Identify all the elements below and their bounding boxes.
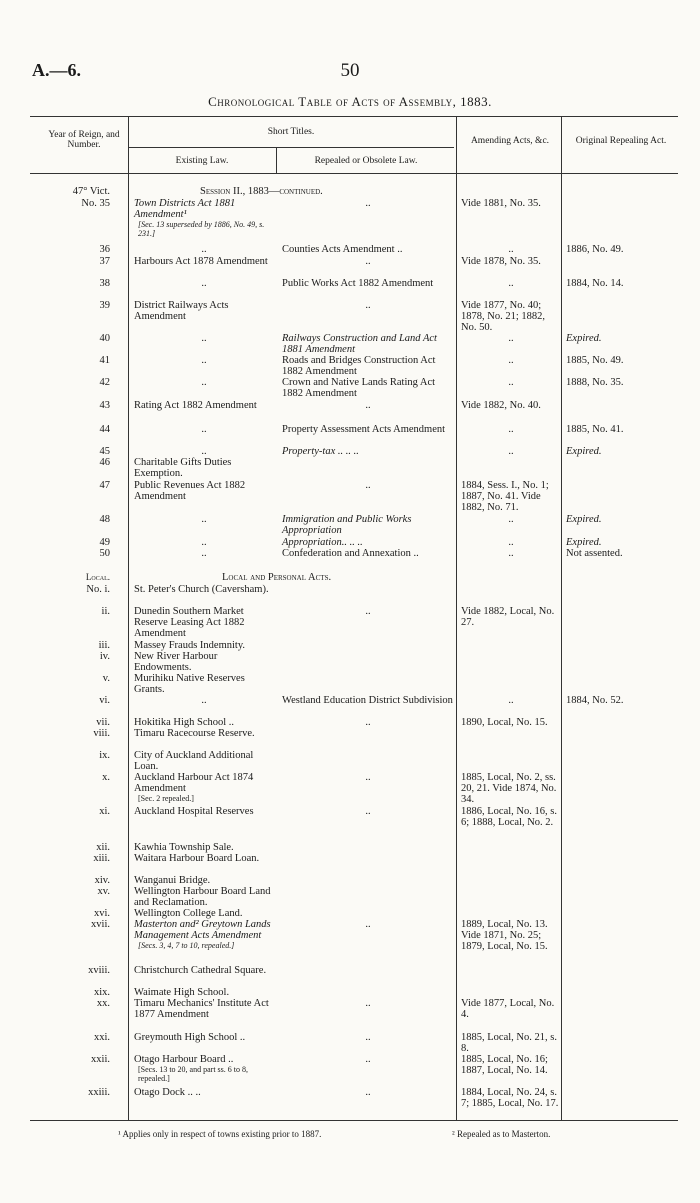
repealed-law: Public Works Act 1882 Amendment <box>282 278 434 289</box>
row-number: 48 <box>99 514 110 525</box>
row-number: xix. <box>93 987 110 998</box>
row-number: xv. <box>97 886 110 897</box>
original-repealing-act: 1888, No. 35. <box>566 377 624 388</box>
existing-law: District Railways Acts Amendment <box>134 300 229 322</box>
amending-acts: Vide 1877, Local, No. 4. <box>461 998 555 1020</box>
existing-law: .. <box>201 446 207 457</box>
repealed-law: .. <box>365 717 371 728</box>
row-number: iii. <box>98 640 110 651</box>
amending-acts: .. <box>508 695 514 706</box>
amending-acts: 1885, Local, No. 21, s. 8. <box>461 1032 557 1054</box>
existing-law: Wanganui Bridge. <box>134 875 211 886</box>
existing-law-note: [Secs. 3, 4, 7 to 10, repealed.] <box>138 941 235 950</box>
original-repealing-act: 1885, No. 49. <box>566 355 624 366</box>
original-repealing-act: Expired. <box>566 514 602 525</box>
row-number: x. <box>102 772 110 783</box>
repealed-law: .. <box>365 480 371 491</box>
existing-law: Otago Harbour Board .. [Secs. 13 to 20, and part ss. 6 to 8, repealed.] <box>134 1054 274 1083</box>
row-number: No. i. <box>86 584 110 595</box>
row-number: 36 <box>99 244 110 255</box>
document-code: A.—6. <box>32 60 81 80</box>
original-repealing-act: Expired. <box>566 537 602 548</box>
amending-acts: Vide 1878, No. 35. <box>461 256 541 267</box>
existing-law: Kawhia Township Sale. <box>134 842 234 853</box>
row-number: xii. <box>96 842 110 853</box>
existing-law: Harbours Act 1878 Amendment <box>134 256 268 267</box>
existing-law: Waimate High School. <box>134 987 230 998</box>
col-rule-3 <box>456 116 457 1120</box>
existing-law: Otago Dock .. .. <box>134 1087 201 1098</box>
repealed-law: Property Assessment Acts Amendment <box>282 424 446 435</box>
row-number: 47° Vict. <box>72 186 110 197</box>
row-number: xxii. <box>91 1054 110 1065</box>
repealed-law: .. <box>365 806 371 817</box>
row-number: v. <box>102 673 110 684</box>
session-heading: Session II., 1883—continued. <box>200 186 323 197</box>
existing-law: Public Revenues Act 1882 Amendment <box>134 480 246 502</box>
local-heading: Local and Personal Acts. <box>222 572 332 583</box>
existing-law: Masterton and² Greytown Lands Management Acts Amendment [Secs. 3, 4, 7 to 10, repealed.] <box>134 919 274 950</box>
repealed-law: .. <box>365 198 371 209</box>
repealed-law: Westland Education District Subdivision <box>282 695 453 706</box>
row-number: xviii. <box>88 965 110 976</box>
original-repealing-act: 1884, No. 14. <box>566 278 624 289</box>
repealed-law: Immigration and Public Works Appropriation <box>282 514 412 536</box>
col-rule-1 <box>128 116 129 1120</box>
existing-law-note: [Secs. 13 to 20, and part ss. 6 to 8, repealed.] <box>138 1065 248 1083</box>
row-number: xvii. <box>91 919 110 930</box>
repealed-law: Confederation and Annexation .. <box>282 548 419 559</box>
original-repealing-act: Not assented. <box>566 548 623 559</box>
repealed-law: .. <box>365 1087 371 1098</box>
row-number: xiv. <box>94 875 110 886</box>
amending-acts: 1884, Local, No. 24, s. 7; 1885, Local, No. 17. <box>461 1087 559 1109</box>
existing-law: Timaru Racecourse Reserve. <box>134 728 255 739</box>
original-repealing-act: Expired. <box>566 446 602 457</box>
row-number: 38 <box>99 278 110 289</box>
repealed-law: .. <box>365 772 371 783</box>
amending-acts: Vide 1877, No. 40; 1878, No. 21; 1882, No. 50. <box>461 300 545 333</box>
amending-acts: 1885, Local, No. 16; 1887, Local, No. 14. <box>461 1054 548 1076</box>
col-header-short-titles: Short Titles. <box>267 127 315 137</box>
existing-law: .. <box>201 355 207 366</box>
row-number: 46 <box>99 457 110 468</box>
existing-law: Dunedin Southern Market Reserve Leasing Act 1882 Amendment <box>134 606 245 639</box>
repealed-law: Appropriation.. .. .. <box>282 537 363 548</box>
repealed-law: .. <box>365 256 371 267</box>
existing-law: .. <box>201 244 207 255</box>
amending-acts: .. <box>508 514 514 525</box>
bottom-rule <box>30 1120 678 1121</box>
row-number: 50 <box>99 548 110 559</box>
subheader-rule <box>128 147 454 148</box>
row-number: xx. <box>96 998 110 1009</box>
row-number: 47 <box>99 480 110 491</box>
page-number: 50 <box>340 60 360 81</box>
local-label: Local. <box>85 572 110 582</box>
existing-law: Waitara Harbour Board Loan. <box>134 853 260 864</box>
amending-acts: .. <box>508 377 514 388</box>
existing-law: Charitable Gifts Duties Exemption. <box>134 457 232 479</box>
repealed-law: Crown and Native Lands Rating Act 1882 Amendment <box>282 377 436 399</box>
amending-acts: .. <box>508 548 514 559</box>
repealed-law: .. <box>365 919 371 930</box>
row-number: iv. <box>99 651 110 662</box>
amending-acts: 1889, Local, No. 13. Vide 1871, No. 25; 1879, Local, No. 15. <box>461 919 548 952</box>
existing-law-note: [Sec. 2 repealed.] <box>138 794 194 803</box>
existing-law: Massey Frauds Indemnity. <box>134 640 246 651</box>
existing-law: .. <box>201 514 207 525</box>
existing-law: .. <box>201 424 207 435</box>
repealed-law: Property-tax .. .. .. <box>282 446 359 457</box>
repealed-law: Roads and Bridges Construction Act 1882 Amendment <box>282 355 436 377</box>
existing-law: Town Districts Act 1881 Amendment¹ [Sec. 13 superseded by 1886, No. 49, s. 231.] <box>134 198 274 238</box>
existing-law: Rating Act 1882 Amendment <box>134 400 257 411</box>
repealed-law: .. <box>365 1032 371 1043</box>
row-number: No. 35 <box>81 198 110 209</box>
row-number: ii. <box>101 606 110 617</box>
repealed-law: .. <box>365 606 371 617</box>
row-number: 42 <box>99 377 110 388</box>
existing-law: .. <box>201 333 207 344</box>
existing-law: Murihiku Native Reserves Grants. <box>134 673 245 695</box>
amending-acts: 1886, Local, No. 16, s. 6; 1888, Local, No. 2. <box>461 806 557 828</box>
page-title: Chronological Table of Acts of Assembly, 1883. <box>208 94 492 109</box>
row-number: xxi. <box>93 1032 110 1043</box>
amending-acts: 1890, Local, No. 15. <box>461 717 548 728</box>
repealed-law: Counties Acts Amendment .. <box>282 244 403 255</box>
row-number: 41 <box>99 355 110 366</box>
row-number: xvi. <box>93 908 110 919</box>
amending-acts: .. <box>508 278 514 289</box>
existing-law: .. <box>201 548 207 559</box>
row-number: 45 <box>99 446 110 457</box>
amending-acts: .. <box>508 424 514 435</box>
existing-law: Hokitika High School .. <box>134 717 235 728</box>
row-number: ix. <box>99 750 110 761</box>
row-number: vi. <box>99 695 110 706</box>
row-number: vii. <box>96 717 110 728</box>
existing-law-note: [Sec. 13 superseded by 1886, No. 49, s. 231.] <box>138 220 265 238</box>
existing-law: Timaru Mechanics' Institute Act 1877 Amendment <box>134 998 269 1020</box>
row-number: xi. <box>99 806 110 817</box>
row-number: 49 <box>99 537 110 548</box>
repealed-law: .. <box>365 300 371 311</box>
col-header-original: Original Repealing Act. <box>575 136 667 146</box>
amending-acts: 1885, Local, No. 2, ss. 20, 21. Vide 1874, No. 34. <box>461 772 557 805</box>
row-number: 44 <box>99 424 110 435</box>
original-repealing-act: 1885, No. 41. <box>566 424 624 435</box>
row-number: 40 <box>99 333 110 344</box>
existing-law: .. <box>201 377 207 388</box>
amending-acts: .. <box>508 333 514 344</box>
repealed-law: .. <box>365 998 371 1009</box>
col-rule-4 <box>561 116 562 1120</box>
amending-acts: Vide 1881, No. 35. <box>461 198 541 209</box>
amending-acts: .. <box>508 244 514 255</box>
amending-acts: .. <box>508 537 514 548</box>
amending-acts: 1884, Sess. I., No. 1; 1887, No. 41. Vide 1882, No. 71. <box>461 480 549 513</box>
repealed-law: .. <box>365 1054 371 1065</box>
amending-acts: Vide 1882, No. 40. <box>461 400 541 411</box>
footnote-2: ² Repealed as to Masterton. <box>452 1129 551 1139</box>
row-number: 43 <box>99 400 110 411</box>
repealed-law: .. <box>365 400 371 411</box>
existing-law: Wellington Harbour Board Land and Reclamation. <box>134 886 271 908</box>
original-repealing-act: 1886, No. 49. <box>566 244 624 255</box>
col-header-repealed: Repealed or Obsolete Law. <box>314 156 418 166</box>
existing-law: City of Auckland Additional Loan. <box>134 750 254 772</box>
col-header-existing: Existing Law. <box>175 156 229 166</box>
existing-law: Auckland Harbour Act 1874 Amendment [Sec. 2 repealed.] <box>134 772 274 803</box>
col-header-amending: Amending Acts, &c. <box>470 136 550 146</box>
row-number: xiii. <box>93 853 110 864</box>
row-number: xxiii. <box>88 1087 110 1098</box>
existing-law: Christchurch Cathedral Square. <box>134 965 267 976</box>
existing-law: Wellington College Land. <box>134 908 243 919</box>
existing-law: Greymouth High School .. <box>134 1032 246 1043</box>
row-number: 39 <box>99 300 110 311</box>
row-number: viii. <box>93 728 110 739</box>
original-repealing-act: Expired. <box>566 333 602 344</box>
existing-law: .. <box>201 537 207 548</box>
amending-acts: .. <box>508 355 514 366</box>
existing-law: St. Peter's Church (Caversham). <box>134 584 269 595</box>
existing-law: New River Harbour Endowments. <box>134 651 218 673</box>
original-repealing-act: 1884, No. 52. <box>566 695 624 706</box>
amending-acts: Vide 1882, Local, No. 27. <box>461 606 555 628</box>
existing-law: .. <box>201 278 207 289</box>
amending-acts: .. <box>508 446 514 457</box>
col-header-year: Year of Reign, and Number. <box>48 130 120 150</box>
row-number: 37 <box>99 256 110 267</box>
footnote-1: ¹ Applies only in respect of towns existing prior to 1887. <box>118 1129 322 1139</box>
existing-law: .. <box>201 695 207 706</box>
existing-law: Auckland Hospital Reserves <box>134 806 254 817</box>
repealed-law: Railways Construction and Land Act 1881 Amendment <box>282 333 437 355</box>
